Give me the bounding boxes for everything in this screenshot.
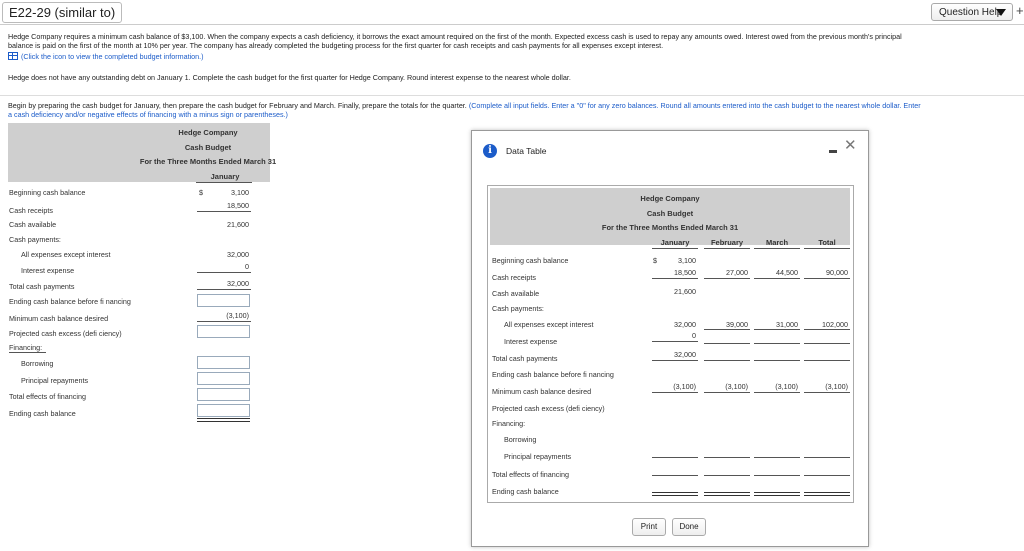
dt-receipts-mar: 44,500 [776, 268, 798, 277]
data-table [487, 185, 854, 503]
dt-row-projected-excess: Projected cash excess (defi ciency) [492, 404, 605, 413]
underline [704, 457, 750, 458]
instructions-main: Begin by preparing the cash budget for January, then prepare the cash budget for February and March. Finally, prepare the totals for the quarter. [8, 101, 467, 110]
col-march: March [765, 238, 789, 247]
dt-expenses-total: 102,000 [822, 320, 848, 329]
row-ending-cash: Ending cash balance [9, 409, 76, 418]
dt-row-principal-repayments: Principal repayments [504, 452, 572, 461]
underline [704, 248, 750, 249]
dt-minimum-total: (3,100) [825, 382, 848, 391]
underline [754, 392, 800, 393]
col-january: January [660, 238, 690, 247]
underline [652, 457, 698, 458]
data-table-period: For the Three Months Ended March 31 [601, 223, 739, 232]
modal-title: Data Table [506, 146, 547, 156]
underline [754, 475, 800, 476]
instructions-hint-2: a cash deficiency and/or negative effects of financing with a minus sign or parentheses.) [8, 110, 288, 119]
underline [754, 360, 800, 361]
underline [804, 343, 850, 344]
row-financing: Financing: [9, 343, 43, 352]
budget-subtitle: Cash Budget [184, 143, 232, 152]
dt-row-all-expenses: All expenses except interest [504, 320, 594, 329]
underline [197, 321, 251, 322]
dt-row-cash-payments: Cash payments: [492, 304, 544, 313]
dt-row-cash-receipts: Cash receipts [492, 273, 536, 282]
financing-underline [9, 352, 46, 353]
intro-text-1: Hedge Company requires a minimum cash balance of $3,100. When the company expects a cash deficiency, it borrows the exact amount required on the first of the month. Expected excess cash is used to repay any amounts owed. Interest owed from the previous month's principal [8, 32, 902, 41]
dt-interest-jan: 0 [692, 331, 696, 340]
value-cash-available: 21,600 [227, 220, 249, 229]
double-underline [704, 492, 750, 496]
double-underline [804, 492, 850, 496]
underline [197, 211, 251, 212]
dt-expenses-feb: 39,000 [726, 320, 748, 329]
question-help-button[interactable] [931, 3, 1013, 21]
row-total-cash-payments: Total cash payments [9, 282, 75, 291]
divider [0, 95, 1024, 96]
ending-cash-input[interactable] [197, 404, 250, 417]
dt-row-ending-cash: Ending cash balance [492, 487, 559, 496]
dt-currency-symbol: $ [653, 256, 657, 265]
row-beginning-cash: Beginning cash balance [9, 188, 86, 197]
dt-row-cash-available: Cash available [492, 289, 540, 298]
underline [652, 392, 698, 393]
instructions [8, 101, 921, 110]
underline [804, 329, 850, 330]
value-interest-expense: 0 [245, 262, 249, 271]
info-icon: i [483, 144, 497, 158]
underline [704, 360, 750, 361]
intro-text-3: Hedge does not have any outstanding debt on January 1. Complete the cash budget for the first quarter for Hedge Company. Round interest expense to the nearest whole dollar. [8, 73, 571, 82]
dt-receipts-feb: 27,000 [726, 268, 748, 277]
underline [804, 475, 850, 476]
row-borrowing: Borrowing [21, 359, 54, 368]
underline [754, 457, 800, 458]
instructions-hint: (Complete all input fields. Enter a "0" for any zero balances. Round all amounts entered into the cash budget to the nearest whole dollar. Enter [468, 101, 921, 110]
dt-minimum-jan: (3,100) [673, 382, 696, 391]
dt-receipts-total: 90,000 [826, 268, 848, 277]
value-total-cash-payments: 32,000 [227, 279, 249, 288]
dt-row-total-effects-financing: Total effects of financing [492, 470, 569, 479]
principal-repayments-input[interactable] [197, 372, 250, 385]
data-table-modal [471, 130, 869, 547]
value-minimum-cash: (3,100) [226, 311, 249, 320]
underline [652, 278, 698, 279]
underline [804, 248, 850, 249]
underline [704, 392, 750, 393]
close-icon[interactable]: ✕ [844, 137, 857, 154]
dt-receipts-jan: 18,500 [674, 268, 696, 277]
projected-excess-input[interactable] [197, 325, 250, 338]
underline [804, 278, 850, 279]
caret-down-icon [996, 9, 1006, 16]
dt-row-beginning-cash: Beginning cash balance [492, 256, 569, 265]
row-cash-payments: Cash payments: [9, 235, 61, 244]
borrowing-input[interactable] [197, 356, 250, 369]
top-bar [0, 0, 1024, 25]
underline [652, 248, 698, 249]
underline [652, 475, 698, 476]
question-help-label: Question Help [939, 7, 1003, 18]
dt-row-borrowing: Borrowing [504, 435, 537, 444]
underline [652, 341, 698, 342]
underline [754, 329, 800, 330]
budget-column-january: January [210, 172, 240, 181]
table-icon[interactable] [8, 52, 18, 60]
underline [197, 289, 251, 290]
underline [754, 248, 800, 249]
ending-before-financing-input[interactable] [197, 294, 250, 307]
data-table-subtitle: Cash Budget [646, 209, 694, 218]
print-button[interactable]: Print [632, 518, 666, 536]
double-underline [197, 418, 250, 422]
dt-expenses-jan: 32,000 [674, 320, 696, 329]
data-table-company: Hedge Company [640, 194, 700, 203]
col-february: February [710, 238, 744, 247]
row-cash-available: Cash available [9, 220, 57, 229]
budget-company: Hedge Company [178, 128, 238, 137]
currency-symbol: $ [199, 188, 203, 197]
value-all-expenses: 32,000 [227, 250, 249, 259]
budget-info-link-text[interactable]: (Click the icon to view the completed budget information.) [21, 52, 204, 61]
dt-expenses-mar: 31,000 [776, 320, 798, 329]
exercise-title: E22-29 (similar to) [2, 2, 122, 23]
underline [652, 360, 698, 361]
double-underline [652, 492, 698, 496]
column-underline [196, 182, 252, 183]
underline [804, 360, 850, 361]
row-ending-before-financing: Ending cash balance before fi nancing [9, 297, 131, 306]
budget-period: For the Three Months Ended March 31 [139, 157, 277, 166]
row-total-effects-financing: Total effects of financing [9, 392, 86, 401]
underline [704, 475, 750, 476]
dt-minimum-mar: (3,100) [775, 382, 798, 391]
col-total: Total [818, 238, 836, 247]
dt-total-payments-jan: 32,000 [674, 350, 696, 359]
underline [754, 343, 800, 344]
row-principal-repayments: Principal repayments [21, 376, 89, 385]
dt-row-total-cash-payments: Total cash payments [492, 354, 558, 363]
double-underline [754, 492, 800, 496]
underline [754, 278, 800, 279]
intro-text-2: balance is paid on the first of the month at 10% per year. The company has already completed the budgeting process for the first quarter for cash receipts and cash payments for all expenses except interest. [8, 41, 664, 50]
plus-icon[interactable]: + [1016, 3, 1024, 18]
underline [704, 343, 750, 344]
row-cash-receipts: Cash receipts [9, 206, 53, 215]
underline [804, 392, 850, 393]
row-minimum-cash: Minimum cash balance desired [9, 314, 109, 323]
dt-row-ending-before-financing: Ending cash balance before fi nancing [492, 370, 614, 379]
minimize-icon[interactable] [829, 150, 837, 153]
row-all-expenses: All expenses except interest [21, 250, 111, 259]
dt-available-jan: 21,600 [674, 287, 696, 296]
dt-row-interest-expense: Interest expense [504, 337, 558, 346]
dt-minimum-feb: (3,100) [725, 382, 748, 391]
dt-row-minimum-cash: Minimum cash balance desired [492, 387, 592, 396]
underline [704, 278, 750, 279]
underline [197, 272, 251, 273]
done-button[interactable]: Done [672, 518, 706, 536]
underline [804, 457, 850, 458]
value-beginning-cash: 3,100 [231, 188, 249, 197]
dt-row-financing: Financing: [492, 419, 526, 428]
value-cash-receipts: 18,500 [227, 201, 249, 210]
row-projected-excess: Projected cash excess (defi ciency) [9, 329, 122, 338]
row-interest-expense: Interest expense [21, 266, 75, 275]
budget-info-link[interactable] [8, 52, 204, 61]
dt-value-beginning-jan: 3,100 [678, 256, 696, 265]
total-effects-financing-input[interactable] [197, 388, 250, 401]
underline [704, 329, 750, 330]
